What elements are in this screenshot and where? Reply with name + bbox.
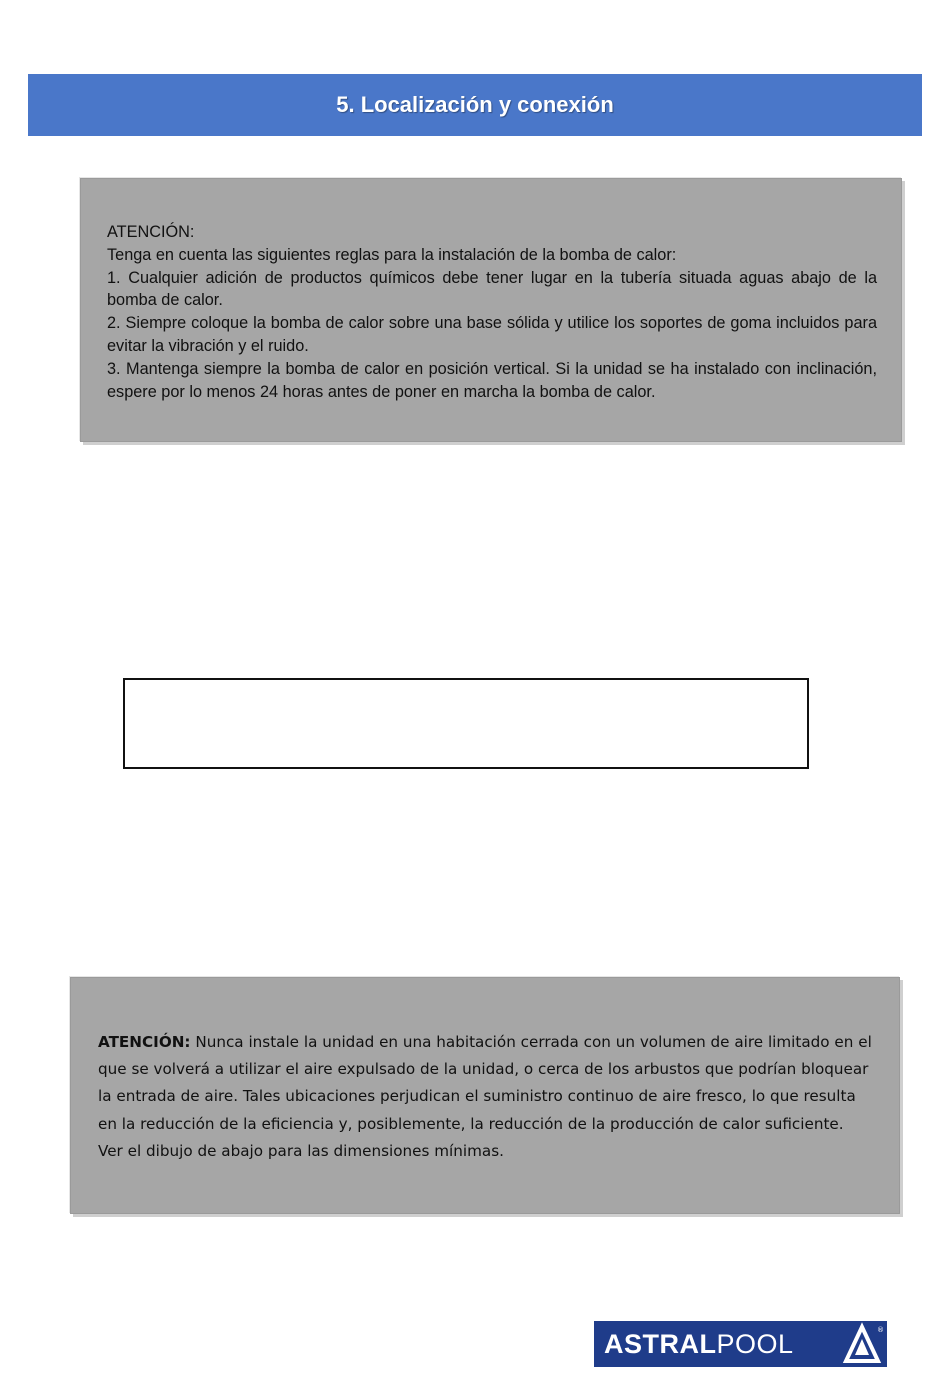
astralpool-logo xyxy=(594,1321,887,1367)
note-rule-3: 3. Mantenga siempre la bomba de calor en posición vertical. Si la unidad se ha instalado con inclinación, espere por lo menos 24 horas antes de poner en marcha la bomba de calor. xyxy=(107,359,877,401)
note-location-body: Nunca instale la unidad en una habitación cerrada con un volumen de aire limitado en el que se volverá a utilizar el aire expulsado de la unidad, o cerca de los arbustos que podrían bloquear la entrada de aire. Tales ubicaciones perjudican el suministro continuo de aire fresco, lo que resulta en la reducción de la eficiencia y, posiblemente, la reducción de la producción de calor suficiente. xyxy=(98,1033,872,1133)
note-rule-2: 2. Siempre coloque la bomba de calor sobre una base sólida y utilice los soportes de goma incluidos para evitar la vibración y el ruido. xyxy=(107,314,877,355)
note-intro: Tenga en cuenta las siguientes reglas para la instalación de la bomba de calor: xyxy=(107,245,677,264)
registered-mark: ® xyxy=(877,1326,884,1334)
note-location-paragraph xyxy=(98,1029,873,1138)
astralpool-triangle-logo-icon xyxy=(841,1323,883,1365)
note-location-lead: ATENCIÓN: xyxy=(98,1033,191,1051)
attention-note-location xyxy=(70,977,900,1214)
section-title: 5. Localización y conexión xyxy=(336,92,614,117)
logo-text-astral: ASTRAL xyxy=(604,1328,717,1359)
note-rule-1: 1. Cualquier adición de productos químicos debe tener lugar en la tubería situada aguas abajo de la bomba de calor. xyxy=(107,268,877,310)
empty-frame-box xyxy=(123,678,809,769)
section-header xyxy=(28,74,922,136)
note-title: ATENCIÓN: xyxy=(107,223,195,241)
note-location-footer: Ver el dibujo de abajo para las dimensiones mínimas. xyxy=(98,1141,504,1160)
logo-text-pool: POOL xyxy=(716,1328,794,1359)
attention-note-installation-rules xyxy=(80,178,902,442)
